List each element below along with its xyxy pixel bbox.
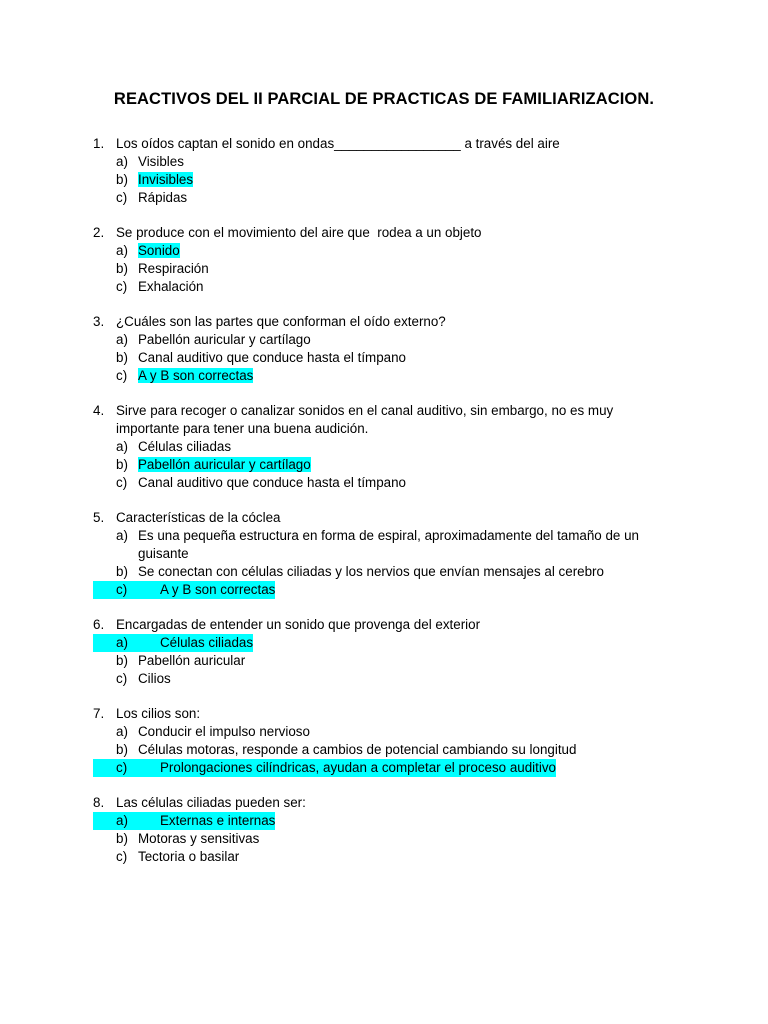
option-b <box>93 830 693 848</box>
option-text: Canal auditivo que conduce hasta el tímpano <box>138 475 406 490</box>
option-text: Motoras y sensitivas <box>138 831 260 846</box>
option-text: Células motoras, responde a cambios de potencial cambiando su longitud <box>138 742 577 757</box>
option-letter: a) <box>116 635 128 650</box>
option-letter: b) <box>116 261 128 276</box>
option-letter: a) <box>116 154 128 169</box>
question-3 <box>93 313 693 385</box>
option-highlight-band <box>93 759 556 777</box>
option-letter: c) <box>116 190 128 205</box>
option-a-highlighted <box>93 242 693 260</box>
option-letter: c) <box>116 582 128 597</box>
option-highlight-band <box>93 581 275 599</box>
option-c <box>93 848 693 866</box>
option-letter: a) <box>116 813 128 828</box>
question-text <box>93 509 693 527</box>
option-text-highlighted: A y B son correctas <box>138 368 254 383</box>
option-c-highlighted <box>93 581 693 599</box>
question-number: 7. <box>93 706 105 721</box>
question-number: 1. <box>93 136 105 151</box>
option-text: Se conectan con células ciliadas y los nervios que envían mensajes al cerebro <box>138 564 604 579</box>
question-prompt: ¿Cuáles son las partes que conforman el oído externo? <box>116 314 446 329</box>
question-8 <box>93 794 693 866</box>
option-text: Tectoria o basilar <box>138 849 240 864</box>
option-letter: b) <box>116 172 128 187</box>
option-c <box>93 278 693 296</box>
option-text: Canal auditivo que conduce hasta el tímpano <box>138 350 406 365</box>
option-b <box>93 741 693 759</box>
option-a-highlighted <box>93 812 693 830</box>
option-letter: a) <box>116 332 128 347</box>
option-a <box>93 153 693 171</box>
option-text-highlighted: Invisibles <box>138 172 194 187</box>
option-letter: b) <box>116 457 128 472</box>
question-prompt: Características de la cóclea <box>116 510 281 525</box>
option-highlight-band <box>93 812 275 830</box>
option-text: Pabellón auricular y cartílago <box>138 332 311 347</box>
option-letter: b) <box>116 742 128 757</box>
option-text: Células ciliadas <box>138 439 232 454</box>
question-prompt: Encargadas de entender un sonido que provenga del exterior <box>116 617 481 632</box>
option-c-highlighted <box>93 367 693 385</box>
option-letter: c) <box>116 279 128 294</box>
option-c <box>93 474 693 492</box>
question-2 <box>93 224 693 296</box>
question-7 <box>93 705 693 777</box>
question-number: 4. <box>93 403 105 418</box>
option-a-highlighted <box>93 634 693 652</box>
option-text: Rápidas <box>138 190 188 205</box>
question-text <box>93 402 676 438</box>
question-text <box>93 313 693 331</box>
question-prompt: Los oídos captan el sonido en ondas_________________ a través del aire <box>116 136 560 151</box>
option-letter: c) <box>116 671 128 686</box>
question-number: 5. <box>93 510 105 525</box>
option-text: Conducir el impulso nervioso <box>138 724 310 739</box>
option-b <box>93 652 693 670</box>
option-letter: c) <box>116 760 128 775</box>
option-b-highlighted <box>93 456 693 474</box>
option-letter: a) <box>116 724 128 739</box>
option-letter: b) <box>116 350 128 365</box>
option-a <box>93 331 693 349</box>
option-c-highlighted <box>93 759 693 777</box>
option-text-highlighted: Células ciliadas <box>160 635 254 650</box>
option-a <box>93 723 693 741</box>
option-c <box>93 189 693 207</box>
option-letter: a) <box>116 243 128 258</box>
option-c <box>93 670 693 688</box>
question-number: 6. <box>93 617 105 632</box>
question-text <box>93 794 693 812</box>
option-text-highlighted: Externas e internas <box>160 813 276 828</box>
option-text: Pabellón auricular <box>138 653 246 668</box>
option-text-highlighted: Prolongaciones cilíndricas, ayudan a completar el proceso auditivo <box>160 760 556 775</box>
option-letter: a) <box>116 528 128 543</box>
option-text: Respiración <box>138 261 209 276</box>
question-1 <box>93 135 693 207</box>
option-b <box>93 349 693 367</box>
option-text: Es una pequeña estructura en forma de espiral, aproximadamente del tamaño de un guisante <box>138 528 639 561</box>
question-number: 8. <box>93 795 105 810</box>
question-6 <box>93 616 693 688</box>
option-letter: a) <box>116 439 128 454</box>
question-prompt: Sirve para recoger o canalizar sonidos en el canal auditivo, sin embargo, no es muy importante para tener una buena audición. <box>116 403 614 436</box>
option-highlight-band <box>93 634 253 652</box>
option-letter: c) <box>116 475 128 490</box>
option-letter: c) <box>116 368 128 383</box>
option-a <box>93 438 693 456</box>
question-text <box>93 224 693 242</box>
option-letter: b) <box>116 831 128 846</box>
question-list <box>93 135 693 883</box>
option-letter: b) <box>116 653 128 668</box>
option-b <box>93 260 693 278</box>
option-text: Cilios <box>138 671 171 686</box>
option-text: Exhalación <box>138 279 204 294</box>
question-5 <box>93 509 693 599</box>
option-b-highlighted <box>93 171 693 189</box>
question-text <box>93 135 693 153</box>
option-text-highlighted: Sonido <box>138 243 180 258</box>
page-title: REACTIVOS DEL II PARCIAL DE PRACTICAS DE FAMILIARIZACION. <box>113 90 655 108</box>
option-text-highlighted: Pabellón auricular y cartílago <box>138 457 311 472</box>
question-text <box>93 705 693 723</box>
option-b <box>93 563 693 581</box>
question-prompt: Las células ciliadas pueden ser: <box>116 795 306 810</box>
option-a <box>93 527 686 563</box>
question-number: 3. <box>93 314 105 329</box>
question-prompt: Los cilios son: <box>116 706 201 721</box>
question-number: 2. <box>93 225 105 240</box>
option-text-highlighted: A y B son correctas <box>160 582 276 597</box>
question-prompt: Se produce con el movimiento del aire que rodea a un objeto <box>116 225 482 240</box>
option-letter: c) <box>116 849 128 864</box>
question-text <box>93 616 693 634</box>
option-letter: b) <box>116 564 128 579</box>
question-4 <box>93 402 693 492</box>
option-text: Visibles <box>138 154 184 169</box>
